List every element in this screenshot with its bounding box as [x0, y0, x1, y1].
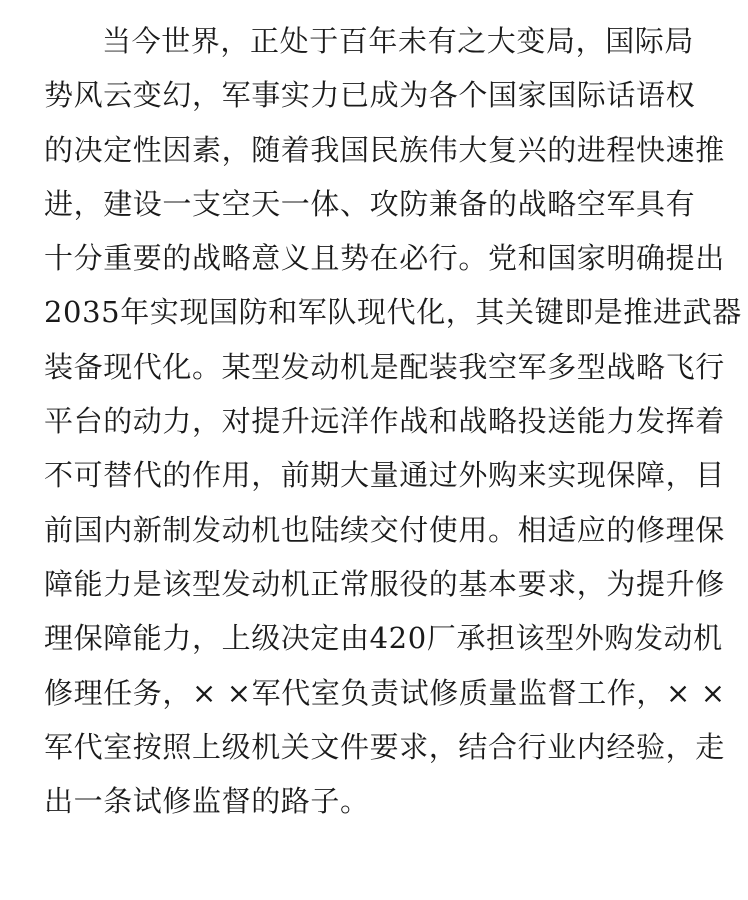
paragraph-line-4: 进，建设一支空天一体、攻防兼备的战略空军具有 [44, 186, 696, 221]
paragraph-line-11: 障能力是该型发动机正常服役的基本要求，为提升修 [44, 566, 725, 601]
paragraph-line-1-text: 当今世界，正处于百年未有之大变局，国际局 [102, 24, 695, 58]
paragraph-line-10: 前国内新制发动机也陆续交付使用。相适应的修理保 [44, 512, 725, 547]
paragraph-line-1 [44, 14, 704, 68]
paragraph-line-8: 平台的动力，对提升远洋作战和战略投送能力发挥着 [44, 404, 725, 439]
paragraph-line-5: 十分重要的战略意义且势在必行。党和国家明确提出 [44, 241, 725, 276]
paragraph-line-6: 2035年实现国防和军队现代化，其关键即是推进武器 [44, 295, 742, 330]
paragraph-line-15: 出一条试修监督的路子。 [44, 784, 370, 819]
paragraph-line-14: 军代室按照上级机关文件要求，结合行业内经验，走 [44, 729, 725, 764]
paragraph-line-2: 势风云变幻，军事实力已成为各个国家国际话语权 [44, 78, 696, 113]
paragraph-line-7: 装备现代化。某型发动机是配装我空军多型战略飞行 [44, 349, 725, 384]
paragraph-line-12: 理保障能力，上级决定由420厂承担该型外购发动机 [44, 621, 723, 656]
paragraph-line-9: 不可替代的作用，前期大量通过外购来实现保障，目 [44, 458, 725, 493]
paragraph-line-13: 修理任务，× ×军代室负责试修质量监督工作，× × [44, 675, 726, 710]
paragraph-line-3: 的决定性因素，随着我国民族伟大复兴的进程快速推 [44, 132, 725, 167]
body-paragraph [44, 14, 742, 828]
